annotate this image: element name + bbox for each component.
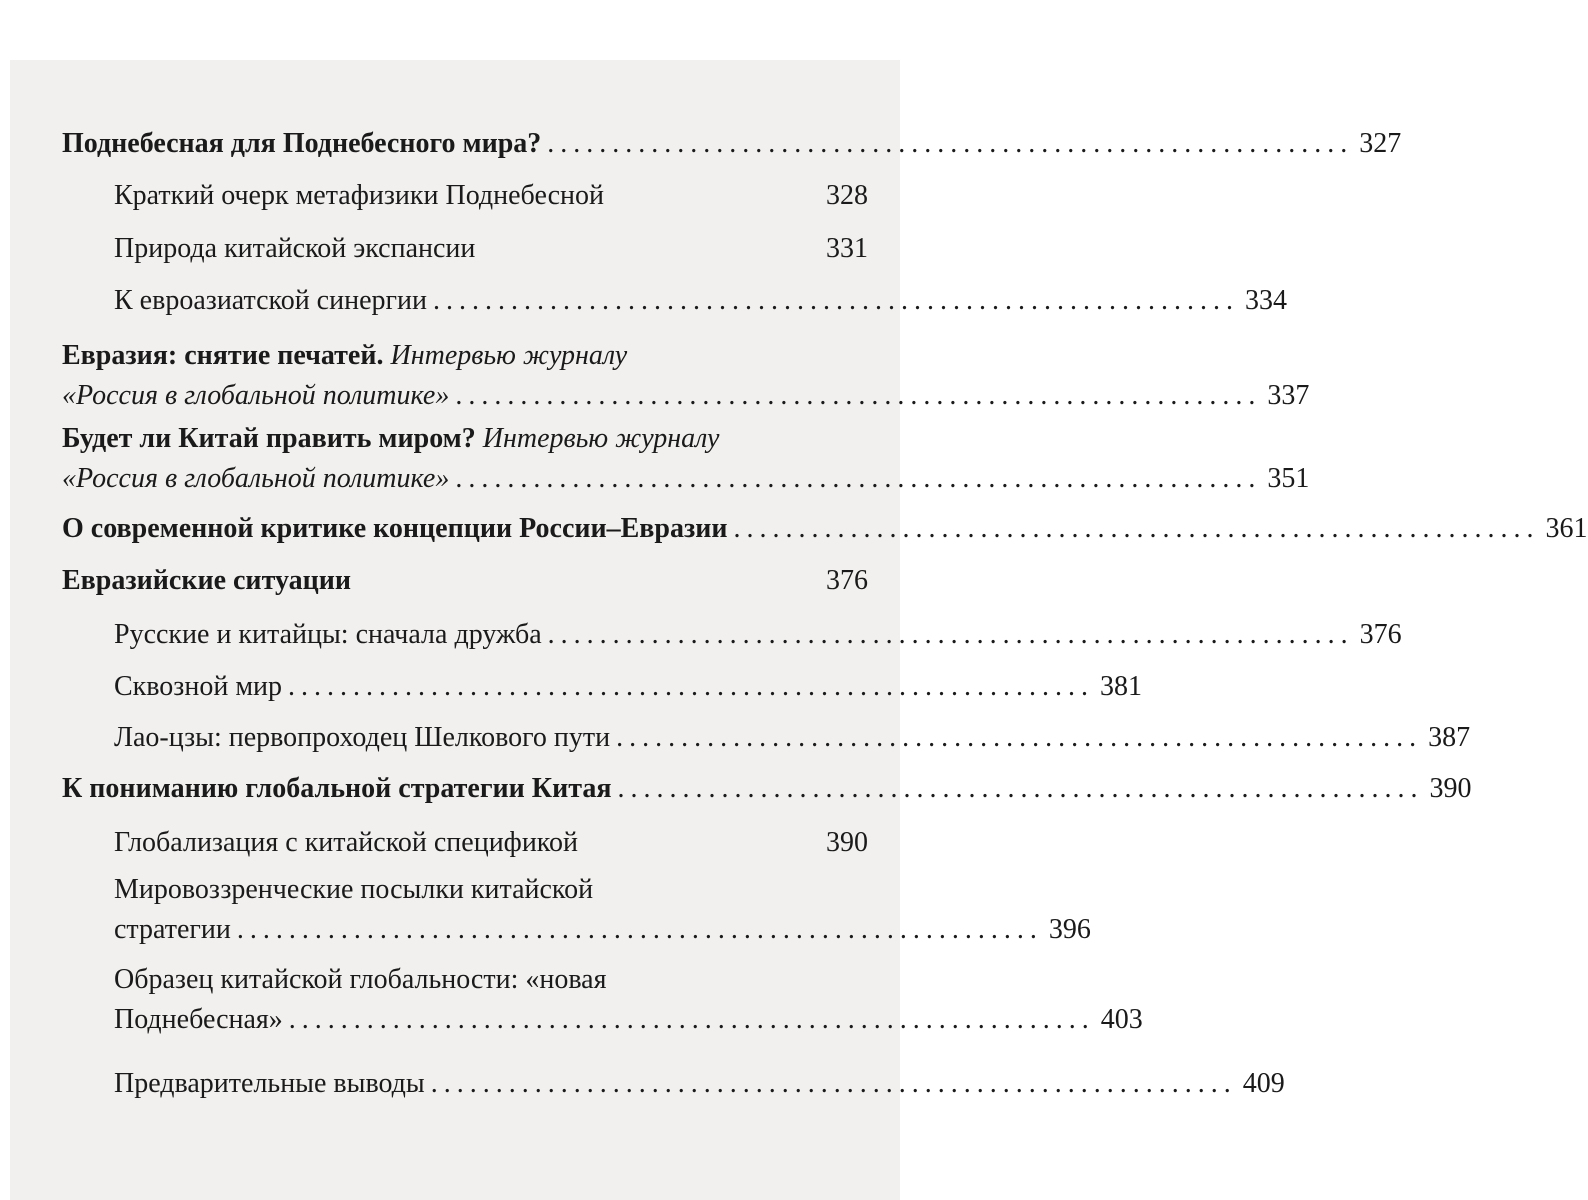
toc-entry[interactable] bbox=[114, 823, 868, 863]
toc-page-number: 390 bbox=[826, 827, 868, 858]
leader-dots: .............................................................. bbox=[547, 128, 1354, 159]
leader-dots: .............................................................. bbox=[455, 380, 1262, 411]
leader-dots: .............................................................. bbox=[288, 1004, 1095, 1035]
toc-entry[interactable] bbox=[114, 960, 1143, 1040]
toc-page-number: 403 bbox=[1100, 1004, 1143, 1035]
toc-entry[interactable] bbox=[114, 1064, 1285, 1104]
toc-entry[interactable] bbox=[114, 229, 868, 269]
toc-entry[interactable] bbox=[62, 769, 1472, 809]
toc-entry[interactable] bbox=[62, 336, 1310, 416]
toc-page-number: 327 bbox=[1359, 128, 1402, 159]
toc-entry-continuation: стратегии bbox=[114, 914, 231, 945]
toc-entry-title: Будет ли Китай править миром? bbox=[62, 423, 476, 454]
toc-entry-continuation: «Россия в глобальной политике» bbox=[62, 463, 450, 494]
toc-entry[interactable] bbox=[62, 509, 1588, 549]
toc-entry[interactable] bbox=[114, 667, 1143, 707]
leader-dots: .............................................................. bbox=[432, 285, 1239, 316]
toc-page-number: 361 bbox=[1545, 513, 1588, 544]
leader-dots: .............................................................. bbox=[617, 773, 1424, 804]
toc-entry-title: Глобализация с китайской спецификой bbox=[114, 827, 578, 858]
toc-entry[interactable] bbox=[114, 718, 1471, 758]
toc-entry[interactable] bbox=[114, 870, 1091, 950]
toc-entry-title: Лао-цзы: первопроходец Шелкового пути bbox=[114, 722, 611, 753]
toc-entry-title: Сквозной мир bbox=[114, 671, 283, 702]
toc-page-number: 376 bbox=[826, 565, 868, 596]
toc-entry[interactable] bbox=[114, 176, 868, 216]
toc-entry-title: Краткий очерк метафизики Поднебесной bbox=[114, 180, 604, 211]
toc-entry-first-line bbox=[62, 419, 719, 459]
toc-entry-title: К евроазиатской синергии bbox=[114, 285, 427, 316]
toc-entry-first-line bbox=[62, 336, 627, 376]
toc-entry-title: О современной критике концепции России–Евразии bbox=[62, 513, 728, 544]
toc-page-number: 409 bbox=[1242, 1068, 1285, 1099]
leader-dots: .............................................................. bbox=[547, 619, 1354, 650]
toc-entry-title: Поднебесная для Поднебесного мира? bbox=[62, 128, 542, 159]
toc-page-number: 331 bbox=[826, 233, 868, 264]
toc-entry-continuation: Поднебесная» bbox=[114, 1004, 283, 1035]
toc-entry[interactable] bbox=[62, 561, 868, 601]
toc-entry[interactable] bbox=[62, 124, 1402, 164]
toc-page-number: 387 bbox=[1428, 722, 1471, 753]
toc-entry-subtitle: Интервью журналу bbox=[482, 423, 720, 454]
toc-page-number: 376 bbox=[1359, 619, 1402, 650]
leader-dots: .............................................................. bbox=[288, 671, 1095, 702]
toc-entry-continuation: «Россия в глобальной политике» bbox=[62, 380, 450, 411]
toc-entry[interactable] bbox=[114, 281, 1287, 321]
toc-entry-title: Евразийские ситуации bbox=[62, 565, 351, 596]
toc-entry-title: Природа китайской экспансии bbox=[114, 233, 476, 264]
toc-entry[interactable] bbox=[62, 419, 1310, 499]
toc-page-number: 328 bbox=[826, 180, 868, 211]
toc-page-number: 334 bbox=[1244, 285, 1287, 316]
toc-page-number: 381 bbox=[1100, 671, 1143, 702]
leader-dots: .............................................................. bbox=[733, 513, 1540, 544]
toc-entry-title: К пониманию глобальной стратегии Китая bbox=[62, 773, 612, 804]
leader-dots: .............................................................. bbox=[430, 1068, 1237, 1099]
toc-entry-title: Мировоззренческие посылки китайской bbox=[114, 874, 594, 905]
toc-page-number: 396 bbox=[1048, 914, 1091, 945]
toc-page-number: 337 bbox=[1267, 380, 1310, 411]
toc-entry[interactable] bbox=[114, 615, 1402, 655]
toc-page-number: 390 bbox=[1429, 773, 1472, 804]
leader-dots: .............................................................. bbox=[455, 463, 1262, 494]
toc-entry-title: Предварительные выводы bbox=[114, 1068, 425, 1099]
toc-entry-subtitle: Интервью журналу bbox=[390, 340, 628, 371]
leader-dots: .............................................................. bbox=[236, 914, 1043, 945]
toc-entry-title: Образец китайской глобальности: «новая bbox=[114, 964, 607, 995]
toc-page-number: 351 bbox=[1267, 463, 1310, 494]
leader-dots: .............................................................. bbox=[616, 722, 1423, 753]
toc-entry-title: Евразия: снятие печатей. bbox=[62, 340, 384, 371]
toc-entry-title: Русские и китайцы: сначала дружба bbox=[114, 619, 542, 650]
